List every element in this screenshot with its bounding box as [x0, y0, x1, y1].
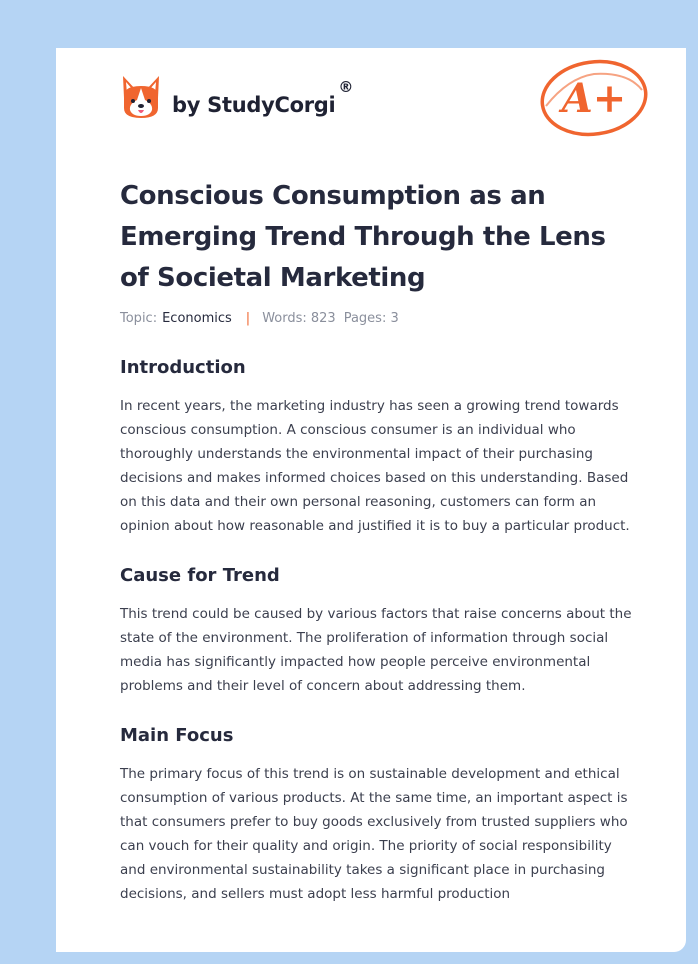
- brand-name: by StudyCorgi: [172, 93, 336, 117]
- article: [120, 176, 640, 906]
- page-title: Conscious Consumption as an Emerging Trend Through the Lens of Societal Marketing: [120, 181, 606, 293]
- studycorgi-logo[interactable]: [120, 74, 353, 120]
- page-count: Pages: 3: [343, 311, 399, 326]
- word-count: Words: 823: [262, 311, 336, 326]
- document-page: [56, 48, 686, 952]
- registered-mark: ®: [338, 78, 354, 96]
- section-heading-main-focus: Main Focus: [120, 725, 234, 746]
- corgi-icon: [120, 74, 162, 120]
- section-heading-cause-for-trend: Cause for Trend: [120, 565, 280, 586]
- section-body-main-focus: The primary focus of this trend is on sustainable development and ethical consumption of various products. At the same time, an important aspect is that consumers prefer to buy goods exclusively from trusted suppliers who can vouch for their quality and origin. The priority of social responsibility and environmental sustainability takes a significant place in purchasing decisions, and sellers must adopt less harmful production: [120, 766, 628, 902]
- section-heading-introduction: Introduction: [120, 357, 246, 378]
- section-body-cause-for-trend: This trend could be caused by various factors that raise concerns about the state of the environment. The proliferation of information through social media has significantly impacted how people perceive environmental problems and their level of concern about addressing them.: [120, 606, 632, 694]
- grade-badge: [538, 58, 650, 140]
- topic-link[interactable]: Economics: [162, 311, 232, 326]
- section-body-introduction: In recent years, the marketing industry has seen a growing trend towards conscious consumption. A conscious consumer is an individual who thoroughly understands the environmental impact of their purchasing decisions and makes informed choices based on this understanding. Based on this data and their own personal reasoning, customers can form an opinion about how reasonable and justified it is to buy a particular product.: [120, 398, 630, 534]
- article-meta: [120, 311, 640, 326]
- meta-separator: |: [245, 311, 251, 326]
- topic-label: Topic:: [120, 311, 158, 326]
- grade-badge-text: A+: [561, 75, 627, 122]
